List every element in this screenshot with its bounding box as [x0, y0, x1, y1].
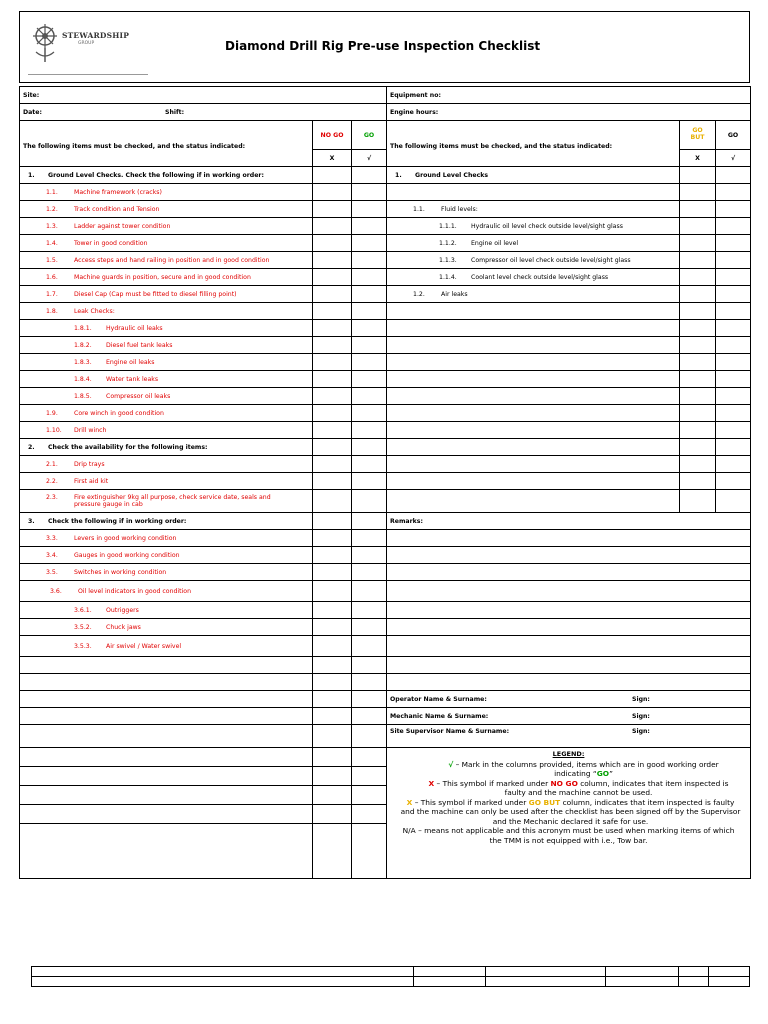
right-go-but-cell[interactable]	[680, 439, 716, 456]
table-row	[20, 564, 751, 581]
left-empty-cell	[20, 674, 313, 691]
right-empty-cell	[387, 371, 680, 388]
inspection-table	[19, 86, 751, 879]
right-go-but-cell[interactable]	[680, 337, 716, 354]
right-item-1-1-4: 1.1.4. Coolant level check outside level/sight glass	[387, 269, 680, 286]
right-empty-cell	[387, 388, 680, 405]
right-go-cell[interactable]	[716, 388, 751, 405]
page-title: Diamond Drill Rig Pre-use Inspection Checklist	[225, 39, 541, 53]
left-go-cell[interactable]	[352, 303, 387, 320]
left-no-go-cell[interactable]	[313, 405, 352, 422]
left-section-1: 1. Ground Level Checks. Check the following if in working order:	[20, 167, 313, 184]
right-go-cell[interactable]	[716, 439, 751, 456]
right-go-header: GO	[716, 121, 751, 150]
left-no-go-cell[interactable]	[313, 708, 352, 725]
left-no-go-cell[interactable]	[313, 252, 352, 269]
right-go-but-cell[interactable]	[680, 201, 716, 218]
right-go-cell[interactable]	[716, 337, 751, 354]
left-no-go-cell[interactable]	[313, 371, 352, 388]
go-but-line-2: BUT	[690, 134, 705, 141]
table-row	[20, 201, 751, 218]
left-no-go-cell[interactable]	[313, 286, 352, 303]
right-go-cell[interactable]	[716, 320, 751, 337]
legend-box	[387, 748, 751, 879]
table-row	[20, 269, 751, 286]
right-go-but-cell[interactable]	[680, 235, 716, 252]
table-row	[20, 619, 751, 636]
right-go-cell[interactable]	[716, 252, 751, 269]
left-item-1-4: 1.4. Tower in good condition	[20, 235, 313, 252]
left-empty-cell	[20, 805, 313, 824]
table-row	[20, 513, 751, 530]
left-item-1-3: 1.3. Ladder against tower condition	[20, 218, 313, 235]
left-no-go-cell[interactable]	[313, 674, 352, 691]
right-go-but-cell[interactable]	[680, 490, 716, 513]
left-go-cell[interactable]	[352, 201, 387, 218]
footer-row	[32, 967, 750, 977]
x-symbol: X	[428, 778, 435, 788]
table-row	[20, 674, 751, 691]
right-go-but-cell[interactable]	[680, 252, 716, 269]
date-shift-field[interactable]	[20, 104, 387, 121]
left-no-go-cell[interactable]	[313, 530, 352, 547]
table-row	[20, 725, 751, 748]
logo-subtitle: GROUP	[78, 41, 95, 46]
remarks-line[interactable]	[387, 581, 751, 602]
right-empty-cell	[387, 354, 680, 371]
left-item-1-8-5: 1.8.5. Compressor oil leaks	[20, 388, 313, 405]
left-go-cell[interactable]	[352, 456, 387, 473]
check-symbol: √	[448, 759, 454, 769]
right-empty-cell	[387, 439, 680, 456]
x-symbol-gold: X	[406, 797, 413, 807]
table-row	[20, 422, 751, 439]
right-go-cell[interactable]	[716, 405, 751, 422]
left-no-go-cell[interactable]	[313, 581, 352, 602]
right-go-cell[interactable]	[716, 371, 751, 388]
table-row	[20, 581, 751, 602]
left-go-cell[interactable]	[352, 439, 387, 456]
left-no-go-cell[interactable]	[313, 337, 352, 354]
right-go-cell[interactable]	[716, 269, 751, 286]
supervisor-sign-field[interactable]	[387, 725, 751, 748]
right-go-cell[interactable]	[716, 218, 751, 235]
left-go-cell[interactable]	[352, 252, 387, 269]
left-go-cell[interactable]	[352, 337, 387, 354]
right-go-but-cell[interactable]	[680, 405, 716, 422]
right-go-cell[interactable]	[716, 473, 751, 490]
left-no-go-cell[interactable]	[313, 564, 352, 581]
table-row	[20, 252, 751, 269]
left-empty-cell	[20, 786, 313, 805]
left-no-go-cell[interactable]	[313, 201, 352, 218]
right-go-but-cell[interactable]	[680, 303, 716, 320]
left-item-3-6: 3.6. Oil level indicators in good condition	[20, 581, 313, 602]
legend-na-line: N/A – means not applicable and this acronym must be used when marking items of which the TMM is not equipped with i.e., Tow bar.	[402, 826, 735, 845]
left-go-cell[interactable]	[352, 602, 387, 619]
right-go-but-cell[interactable]	[680, 320, 716, 337]
left-no-go-cell[interactable]	[313, 513, 352, 530]
left-go-cell[interactable]	[352, 691, 387, 708]
right-item-1-1-3: 1.1.3. Compressor oil level check outside level/sight glass	[387, 252, 680, 269]
left-item-1-8-1: 1.8.1. Hydraulic oil leaks	[20, 320, 313, 337]
table-row	[20, 303, 751, 320]
left-go-cell[interactable]	[352, 530, 387, 547]
left-item-1-8-4: 1.8.4. Water tank leaks	[20, 371, 313, 388]
left-go-cell[interactable]	[352, 547, 387, 564]
left-x-mark: X	[313, 150, 352, 167]
document-header	[19, 11, 750, 83]
left-go-cell[interactable]	[352, 184, 387, 201]
left-go-cell[interactable]	[352, 581, 387, 602]
legend-go-but-line: X – This symbol if marked under GO BUT column, indicates that item inspected is faulty and the machine can only be used after the checklist has been signed off by the Supervisor and the Mechanic declared it safe for use.	[400, 797, 741, 826]
left-item-3-5-3: 3.5.3. Air swivel / Water swivel	[20, 636, 313, 657]
left-no-go-cell[interactable]	[313, 167, 352, 184]
left-item-3-6-1: 3.6.1. Outriggers	[20, 602, 313, 619]
left-item-1-10: 1.10. Drill winch	[20, 422, 313, 439]
right-item-1-2: 1.2. Air leaks	[387, 286, 680, 303]
left-item-2-1: 2.1. Drip trays	[20, 456, 313, 473]
left-go-cell[interactable]	[352, 657, 387, 674]
table-row	[20, 218, 751, 235]
site-field[interactable]: Site:	[20, 87, 387, 104]
sign-label: Sign:	[632, 728, 650, 735]
right-empty-cell	[387, 303, 680, 320]
left-no-go-cell[interactable]	[313, 657, 352, 674]
right-check-mark: √	[716, 150, 751, 167]
table-row	[20, 691, 751, 708]
left-go-cell[interactable]	[352, 805, 387, 824]
sign-label: Sign:	[632, 695, 650, 703]
left-instruction: The following items must be checked, and the status indicated:	[20, 121, 313, 167]
operator-label: Operator Name & Surname:	[390, 695, 487, 703]
right-go-but-cell[interactable]	[680, 218, 716, 235]
left-go-cell[interactable]	[352, 636, 387, 657]
left-go-cell[interactable]	[352, 167, 387, 184]
table-row	[20, 371, 751, 388]
left-go-cell[interactable]	[352, 748, 387, 767]
left-item-1-7: 1.7. Diesel Cap (Cap must be fitted to diesel filling point)	[20, 286, 313, 303]
ship-wheel-icon	[32, 22, 58, 66]
footer-row	[32, 977, 750, 987]
right-item-1-1-2: 1.1.2. Engine oil level	[387, 235, 680, 252]
logo-name: STEWARDSHIP	[62, 31, 130, 40]
left-empty-cell	[20, 725, 313, 748]
site-row	[20, 87, 751, 104]
left-go-cell[interactable]	[352, 513, 387, 530]
engine-hours-field[interactable]: Engine hours:	[387, 104, 751, 121]
left-go-cell[interactable]	[352, 725, 387, 748]
left-no-go-cell[interactable]	[313, 439, 352, 456]
legend	[387, 750, 750, 845]
left-no-go-cell[interactable]	[313, 218, 352, 235]
table-row	[20, 167, 751, 184]
right-empty-cell	[387, 405, 680, 422]
left-no-go-cell[interactable]	[313, 805, 352, 824]
footer-cell	[679, 967, 709, 977]
left-empty-cell	[20, 691, 313, 708]
left-go-cell[interactable]	[352, 320, 387, 337]
table-row	[20, 530, 751, 547]
right-section-1: 1. Ground Level Checks	[387, 167, 680, 184]
right-empty-cell	[387, 184, 680, 201]
left-go-cell[interactable]	[352, 269, 387, 286]
footer-cell	[606, 977, 679, 987]
left-go-cell[interactable]	[352, 473, 387, 490]
equipment-no-field[interactable]: Equipment no:	[387, 87, 751, 104]
status-header-row-1	[20, 121, 751, 150]
left-go-cell[interactable]	[352, 371, 387, 388]
left-item-1-9: 1.9. Core winch in good condition	[20, 405, 313, 422]
right-instruction: The following items must be checked, and the status indicated:	[387, 121, 680, 167]
stewardship-logo	[28, 20, 148, 78]
footer-cell	[414, 977, 486, 987]
left-no-go-header: NO GO	[313, 121, 352, 150]
document-footer	[31, 966, 750, 987]
table-row	[20, 708, 751, 725]
table-row	[20, 405, 751, 422]
table-row	[20, 456, 751, 473]
left-item-1-8: 1.8. Leak Checks:	[20, 303, 313, 320]
left-no-go-cell[interactable]	[313, 691, 352, 708]
remarks-line[interactable]	[387, 657, 751, 674]
left-no-go-cell[interactable]	[313, 269, 352, 286]
right-empty-cell	[387, 320, 680, 337]
left-go-cell[interactable]	[352, 824, 387, 879]
remarks-line[interactable]	[387, 602, 751, 619]
left-item-1-6: 1.6. Machine guards in position, secure and in good condition	[20, 269, 313, 286]
left-item-2-3: 2.3. Fire extinguisher 9kg all purpose, check service date, seals and pressure gauge in cab	[20, 490, 313, 513]
left-section-2: 2. Check the availability for the following items:	[20, 439, 313, 456]
footer-cell	[486, 967, 606, 977]
left-item-3-5: 3.5. Switches in working condition	[20, 564, 313, 581]
table-row	[20, 473, 751, 490]
left-empty-cell	[20, 824, 313, 879]
right-go-cell[interactable]	[716, 456, 751, 473]
left-go-cell[interactable]	[352, 490, 387, 513]
right-go-but-cell[interactable]	[680, 473, 716, 490]
remarks-line[interactable]	[387, 530, 751, 547]
right-go-cell[interactable]	[716, 354, 751, 371]
left-no-go-cell[interactable]	[313, 767, 352, 786]
right-empty-cell	[387, 422, 680, 439]
left-check-mark: √	[352, 150, 387, 167]
left-no-go-cell[interactable]	[313, 456, 352, 473]
left-item-1-2: 1.2. Track condition and Tension	[20, 201, 313, 218]
right-go-cell[interactable]	[716, 303, 751, 320]
left-go-cell[interactable]	[352, 235, 387, 252]
right-go-but-cell[interactable]	[680, 184, 716, 201]
left-go-cell[interactable]	[352, 564, 387, 581]
legend-title: LEGEND:	[552, 750, 585, 758]
footer-cell	[679, 977, 709, 987]
table-row	[20, 547, 751, 564]
left-item-3-4: 3.4. Gauges in good working condition	[20, 547, 313, 564]
left-go-cell[interactable]	[352, 767, 387, 786]
right-go-cell[interactable]	[716, 235, 751, 252]
right-empty-cell	[387, 337, 680, 354]
footer-cell	[486, 977, 606, 987]
left-empty-cell	[20, 748, 313, 767]
remarks-line[interactable]	[387, 636, 751, 657]
left-item-1-1: 1.1. Machine framework (cracks)	[20, 184, 313, 201]
table-row	[20, 602, 751, 619]
left-no-go-cell[interactable]	[313, 725, 352, 748]
table-row	[20, 657, 751, 674]
date-row	[20, 104, 751, 121]
logo-rule	[28, 74, 148, 75]
right-go-cell[interactable]	[716, 286, 751, 303]
left-item-3-3: 3.3. Levers in good working condition	[20, 530, 313, 547]
right-item-1-1: 1.1. Fluid levels:	[387, 201, 680, 218]
right-empty-cell	[387, 490, 680, 513]
left-go-cell[interactable]	[352, 286, 387, 303]
left-go-cell[interactable]	[352, 708, 387, 725]
left-no-go-cell[interactable]	[313, 490, 352, 513]
footer-cell	[414, 967, 486, 977]
right-item-1-1-1: 1.1.1. Hydraulic oil level check outside level/sight glass	[387, 218, 680, 235]
right-go-but-header	[680, 121, 716, 150]
remarks-line[interactable]	[387, 619, 751, 636]
left-section-3: 3. Check the following if in working order:	[20, 513, 313, 530]
left-no-go-cell[interactable]	[313, 473, 352, 490]
legend-no-go-line: X – This symbol if marked under NO GO column, indicates that item inspected is faulty and the machine cannot be used.	[428, 778, 729, 797]
sign-label: Sign:	[632, 712, 650, 720]
left-item-1-8-3: 1.8.3. Engine oil leaks	[20, 354, 313, 371]
table-row	[20, 490, 751, 513]
right-go-but-cell[interactable]	[680, 422, 716, 439]
left-no-go-cell[interactable]	[313, 184, 352, 201]
left-no-go-cell[interactable]	[313, 748, 352, 767]
shift-label: Shift:	[165, 108, 185, 116]
left-item-1-5: 1.5. Access steps and hand railing in position and in good condition	[20, 252, 313, 269]
mechanic-sign-field[interactable]	[387, 708, 751, 725]
mechanic-label: Mechanic Name & Surname:	[390, 712, 489, 720]
date-label: Date:	[23, 108, 42, 116]
table-row	[20, 337, 751, 354]
footer-cell	[32, 967, 414, 977]
right-go-but-cell[interactable]	[680, 456, 716, 473]
table-row	[20, 388, 751, 405]
right-go-but-cell[interactable]	[680, 388, 716, 405]
right-go-cell[interactable]	[716, 167, 751, 184]
left-go-cell[interactable]	[352, 388, 387, 405]
remarks-label: Remarks:	[387, 513, 751, 530]
remarks-line[interactable]	[387, 674, 751, 691]
right-x-mark: X	[680, 150, 716, 167]
left-go-header: GO	[352, 121, 387, 150]
left-go-cell[interactable]	[352, 786, 387, 805]
table-row	[20, 320, 751, 337]
checklist-sheet	[19, 11, 750, 879]
left-go-cell[interactable]	[352, 674, 387, 691]
left-item-3-5-2: 3.5.2. Chuck jaws	[20, 619, 313, 636]
right-go-cell[interactable]	[716, 201, 751, 218]
left-item-2-2: 2.2. First aid kit	[20, 473, 313, 490]
operator-sign-field[interactable]	[387, 691, 751, 708]
left-no-go-cell[interactable]	[313, 824, 352, 879]
left-empty-cell	[20, 767, 313, 786]
table-row	[20, 439, 751, 456]
right-go-cell[interactable]	[716, 184, 751, 201]
left-no-go-cell[interactable]	[313, 388, 352, 405]
right-go-but-cell[interactable]	[680, 269, 716, 286]
left-go-cell[interactable]	[352, 354, 387, 371]
table-row	[20, 184, 751, 201]
table-row	[20, 748, 751, 767]
right-go-cell[interactable]	[716, 490, 751, 513]
left-item-1-8-2: 1.8.2. Diesel fuel tank leaks	[20, 337, 313, 354]
right-go-cell[interactable]	[716, 422, 751, 439]
table-row	[20, 636, 751, 657]
left-empty-cell	[20, 708, 313, 725]
left-empty-cell	[20, 657, 313, 674]
right-empty-cell	[387, 473, 680, 490]
remarks-line[interactable]	[387, 547, 751, 564]
table-row	[20, 235, 751, 252]
footer-cell	[606, 967, 679, 977]
left-no-go-cell[interactable]	[313, 547, 352, 564]
table-row	[20, 286, 751, 303]
left-no-go-cell[interactable]	[313, 320, 352, 337]
right-empty-cell	[387, 456, 680, 473]
footer-cell	[32, 977, 414, 987]
right-go-but-cell[interactable]	[680, 371, 716, 388]
left-no-go-cell[interactable]	[313, 354, 352, 371]
right-go-but-cell[interactable]	[680, 167, 716, 184]
left-go-cell[interactable]	[352, 422, 387, 439]
supervisor-label: Site Supervisor Name & Surname:	[390, 728, 510, 735]
footer-cell	[709, 977, 750, 987]
left-no-go-cell[interactable]	[313, 602, 352, 619]
right-go-but-cell[interactable]	[680, 286, 716, 303]
left-go-cell[interactable]	[352, 218, 387, 235]
table-row	[20, 354, 751, 371]
footer-cell	[709, 967, 750, 977]
legend-check-line: √ – Mark in the columns provided, items which are in good working order indicating “GO”	[448, 759, 719, 778]
left-no-go-cell[interactable]	[313, 235, 352, 252]
left-no-go-cell[interactable]	[313, 422, 352, 439]
right-go-but-cell[interactable]	[680, 354, 716, 371]
left-no-go-cell[interactable]	[313, 786, 352, 805]
left-go-cell[interactable]	[352, 619, 387, 636]
go-but-line-1: GO	[692, 127, 703, 135]
remarks-line[interactable]	[387, 564, 751, 581]
left-no-go-cell[interactable]	[313, 619, 352, 636]
left-no-go-cell[interactable]	[313, 636, 352, 657]
left-go-cell[interactable]	[352, 405, 387, 422]
left-no-go-cell[interactable]	[313, 303, 352, 320]
